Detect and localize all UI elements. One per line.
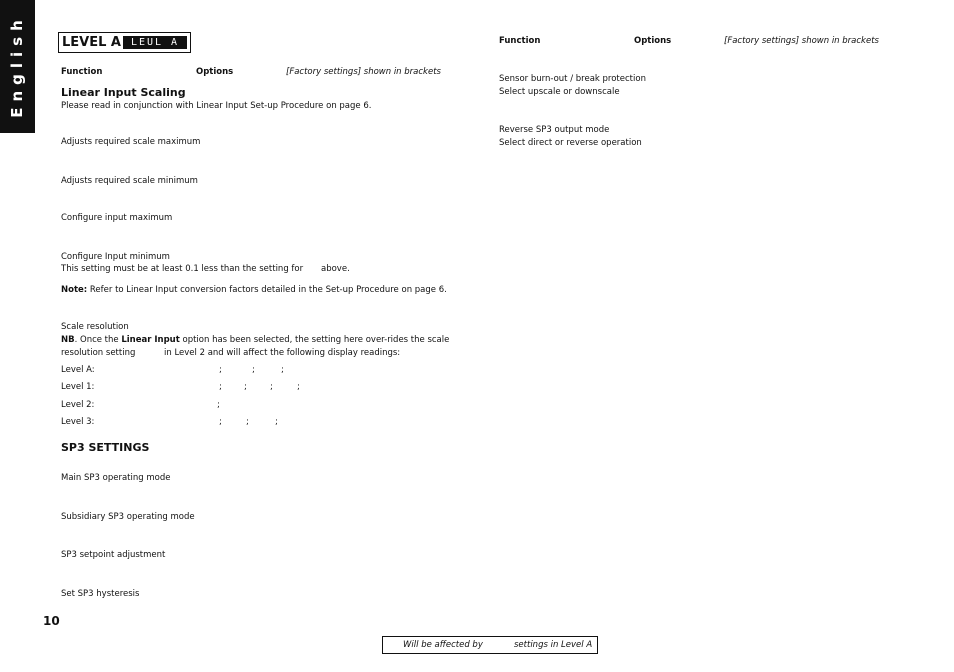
- level-3-sep: ;: [275, 417, 278, 427]
- linear-intro: Please read in conjunction with Linear Input Set-up Procedure on page 6.: [61, 101, 372, 111]
- sp3-main-mode: Main SP3 operating mode: [61, 473, 171, 483]
- nb-line2-b: in Level 2 and will affect the following display readings:: [164, 348, 401, 358]
- level-3-sep: ;: [246, 417, 249, 427]
- page-number: 10: [43, 614, 60, 628]
- note-text: Refer to Linear Input conversion factors detailed in the Set-up Procedure on page 6.: [89, 285, 447, 295]
- reverse-desc: Select direct or reverse operation: [499, 138, 642, 148]
- footer-text-1: Will be affected by: [403, 640, 483, 650]
- sp3-section-title: SP3 SETTINGS: [61, 441, 150, 454]
- level-1-sep: ;: [244, 382, 247, 392]
- level-a-label: Level A:: [61, 365, 95, 375]
- burnout-desc: Select upscale or downscale: [499, 87, 620, 97]
- language-tab: [0, 0, 35, 133]
- linear-section-title: Linear Input Scaling: [61, 86, 186, 99]
- reverse-title: Reverse SP3 output mode: [499, 125, 610, 135]
- sp3-hysteresis: Set SP3 hysteresis: [61, 589, 140, 599]
- level-3-label: Level 3:: [61, 417, 95, 427]
- level-1-label: Level 1:: [61, 382, 95, 392]
- left-header-options: Options: [196, 67, 234, 77]
- level-a-sep: ;: [219, 365, 222, 375]
- nb-bold: Linear Input: [121, 335, 180, 345]
- sp3-sub-mode: Subsidiary SP3 operating mode: [61, 512, 195, 522]
- input-max-desc: Configure input maximum: [61, 213, 173, 223]
- language-tab-label: English: [8, 14, 26, 118]
- left-header-function: Function: [61, 67, 103, 77]
- nb-paragraph: [61, 335, 449, 345]
- level-2-sep: ;: [217, 400, 220, 410]
- scale-max-desc: Adjusts required scale maximum: [61, 137, 201, 147]
- level-a-sep: ;: [281, 365, 284, 375]
- level-2-label: Level 2:: [61, 400, 95, 410]
- level-1-sep: ;: [297, 382, 300, 392]
- nb-text-a: . Once the: [74, 335, 119, 345]
- left-header-factory: [Factory settings] shown in brackets: [286, 67, 441, 77]
- right-header-function: Function: [499, 36, 541, 46]
- right-header-factory: [Factory settings] shown in brackets: [724, 36, 879, 46]
- resolution-desc: Scale resolution: [61, 322, 129, 332]
- footer-text-2: settings in Level A: [514, 640, 593, 650]
- level-1-sep: ;: [270, 382, 273, 392]
- note-label: Note:: [61, 285, 88, 295]
- level-a-sep: ;: [252, 365, 255, 375]
- input-min-desc: Configure Input minimum: [61, 252, 170, 262]
- right-header-options: Options: [634, 36, 672, 46]
- level-badge: [58, 32, 191, 53]
- linear-note: [61, 285, 447, 295]
- scale-min-desc: Adjusts required scale minimum: [61, 176, 198, 186]
- burnout-title: Sensor burn-out / break protection: [499, 74, 646, 84]
- level-3-sep: ;: [219, 417, 222, 427]
- sp3-setpoint: SP3 setpoint adjustment: [61, 550, 166, 560]
- level-1-sep: ;: [219, 382, 222, 392]
- input-min-note-a: This setting must be at least 0.1 less than the setting for: [61, 264, 304, 274]
- nb-label: NB: [61, 335, 75, 345]
- level-badge-display: LEUL A: [123, 36, 187, 49]
- footer-legend: [382, 636, 598, 654]
- input-min-note-b: above.: [321, 264, 350, 274]
- nb-line2-a: resolution setting: [61, 348, 136, 358]
- nb-text-b: option has been selected, the setting here over-rides the scale: [182, 335, 450, 345]
- level-badge-label: LEVEL A: [62, 35, 121, 50]
